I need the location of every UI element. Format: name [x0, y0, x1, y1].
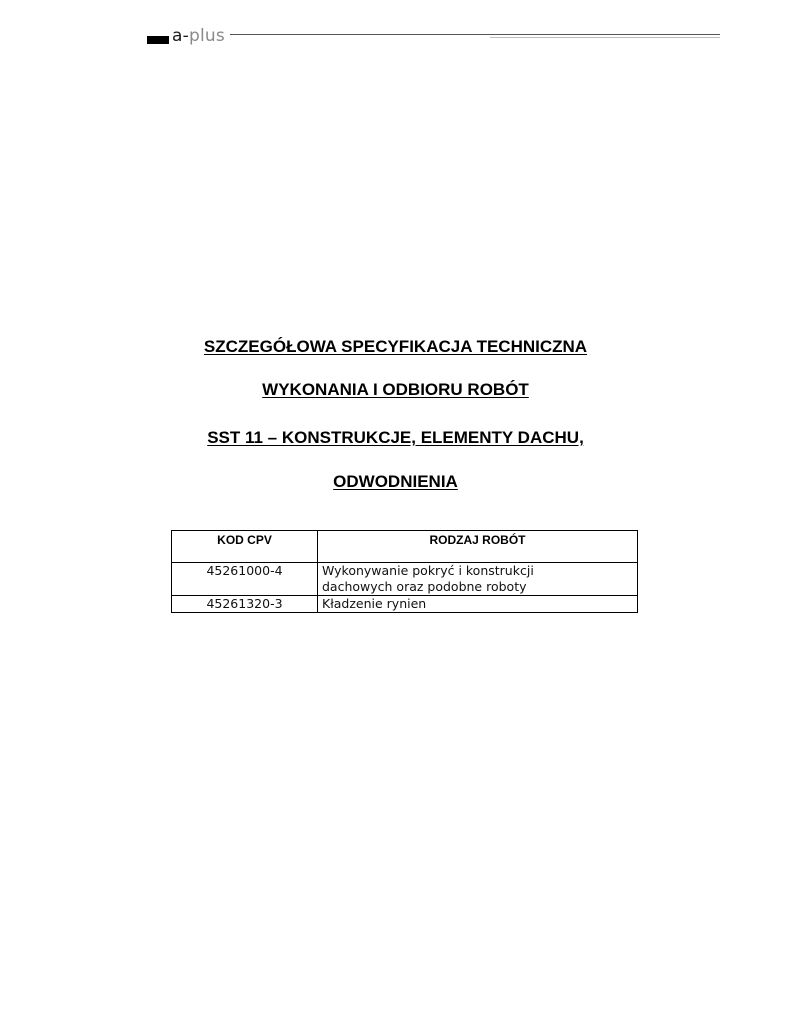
document-title-line-2: WYKONANIA I ODBIORU ROBÓT — [262, 380, 529, 399]
table-row — [172, 563, 638, 596]
cpv-code-cell: 45261000-4 — [172, 563, 318, 596]
header-rule — [230, 34, 720, 35]
header-logo-bar — [147, 36, 169, 44]
column-header-kod-cpv: KOD CPV — [172, 531, 318, 563]
company-logo — [172, 26, 225, 46]
table-header-row — [172, 531, 638, 563]
table-row — [172, 596, 638, 613]
logo-plus: plus — [188, 26, 225, 46]
header-rule-secondary — [490, 37, 720, 38]
cpv-table — [171, 530, 638, 613]
column-header-rodzaj-robot: RODZAJ ROBÓT — [318, 531, 638, 563]
document-title-line-3: SST 11 – KONSTRUKCJE, ELEMENTY DACHU, — [207, 428, 584, 447]
cpv-code-cell: 45261320-3 — [172, 596, 318, 613]
document-title-line-4: ODWODNIENIA — [333, 472, 458, 491]
work-type-cell: Kładzenie rynien — [318, 596, 638, 613]
logo-a: a- — [172, 26, 189, 46]
work-type-cell: Wykonywanie pokryć i konstrukcji dachowych oraz podobne roboty — [318, 563, 638, 596]
document-title-line-1: SZCZEGÓŁOWA SPECYFIKACJA TECHNICZNA — [203, 337, 588, 356]
